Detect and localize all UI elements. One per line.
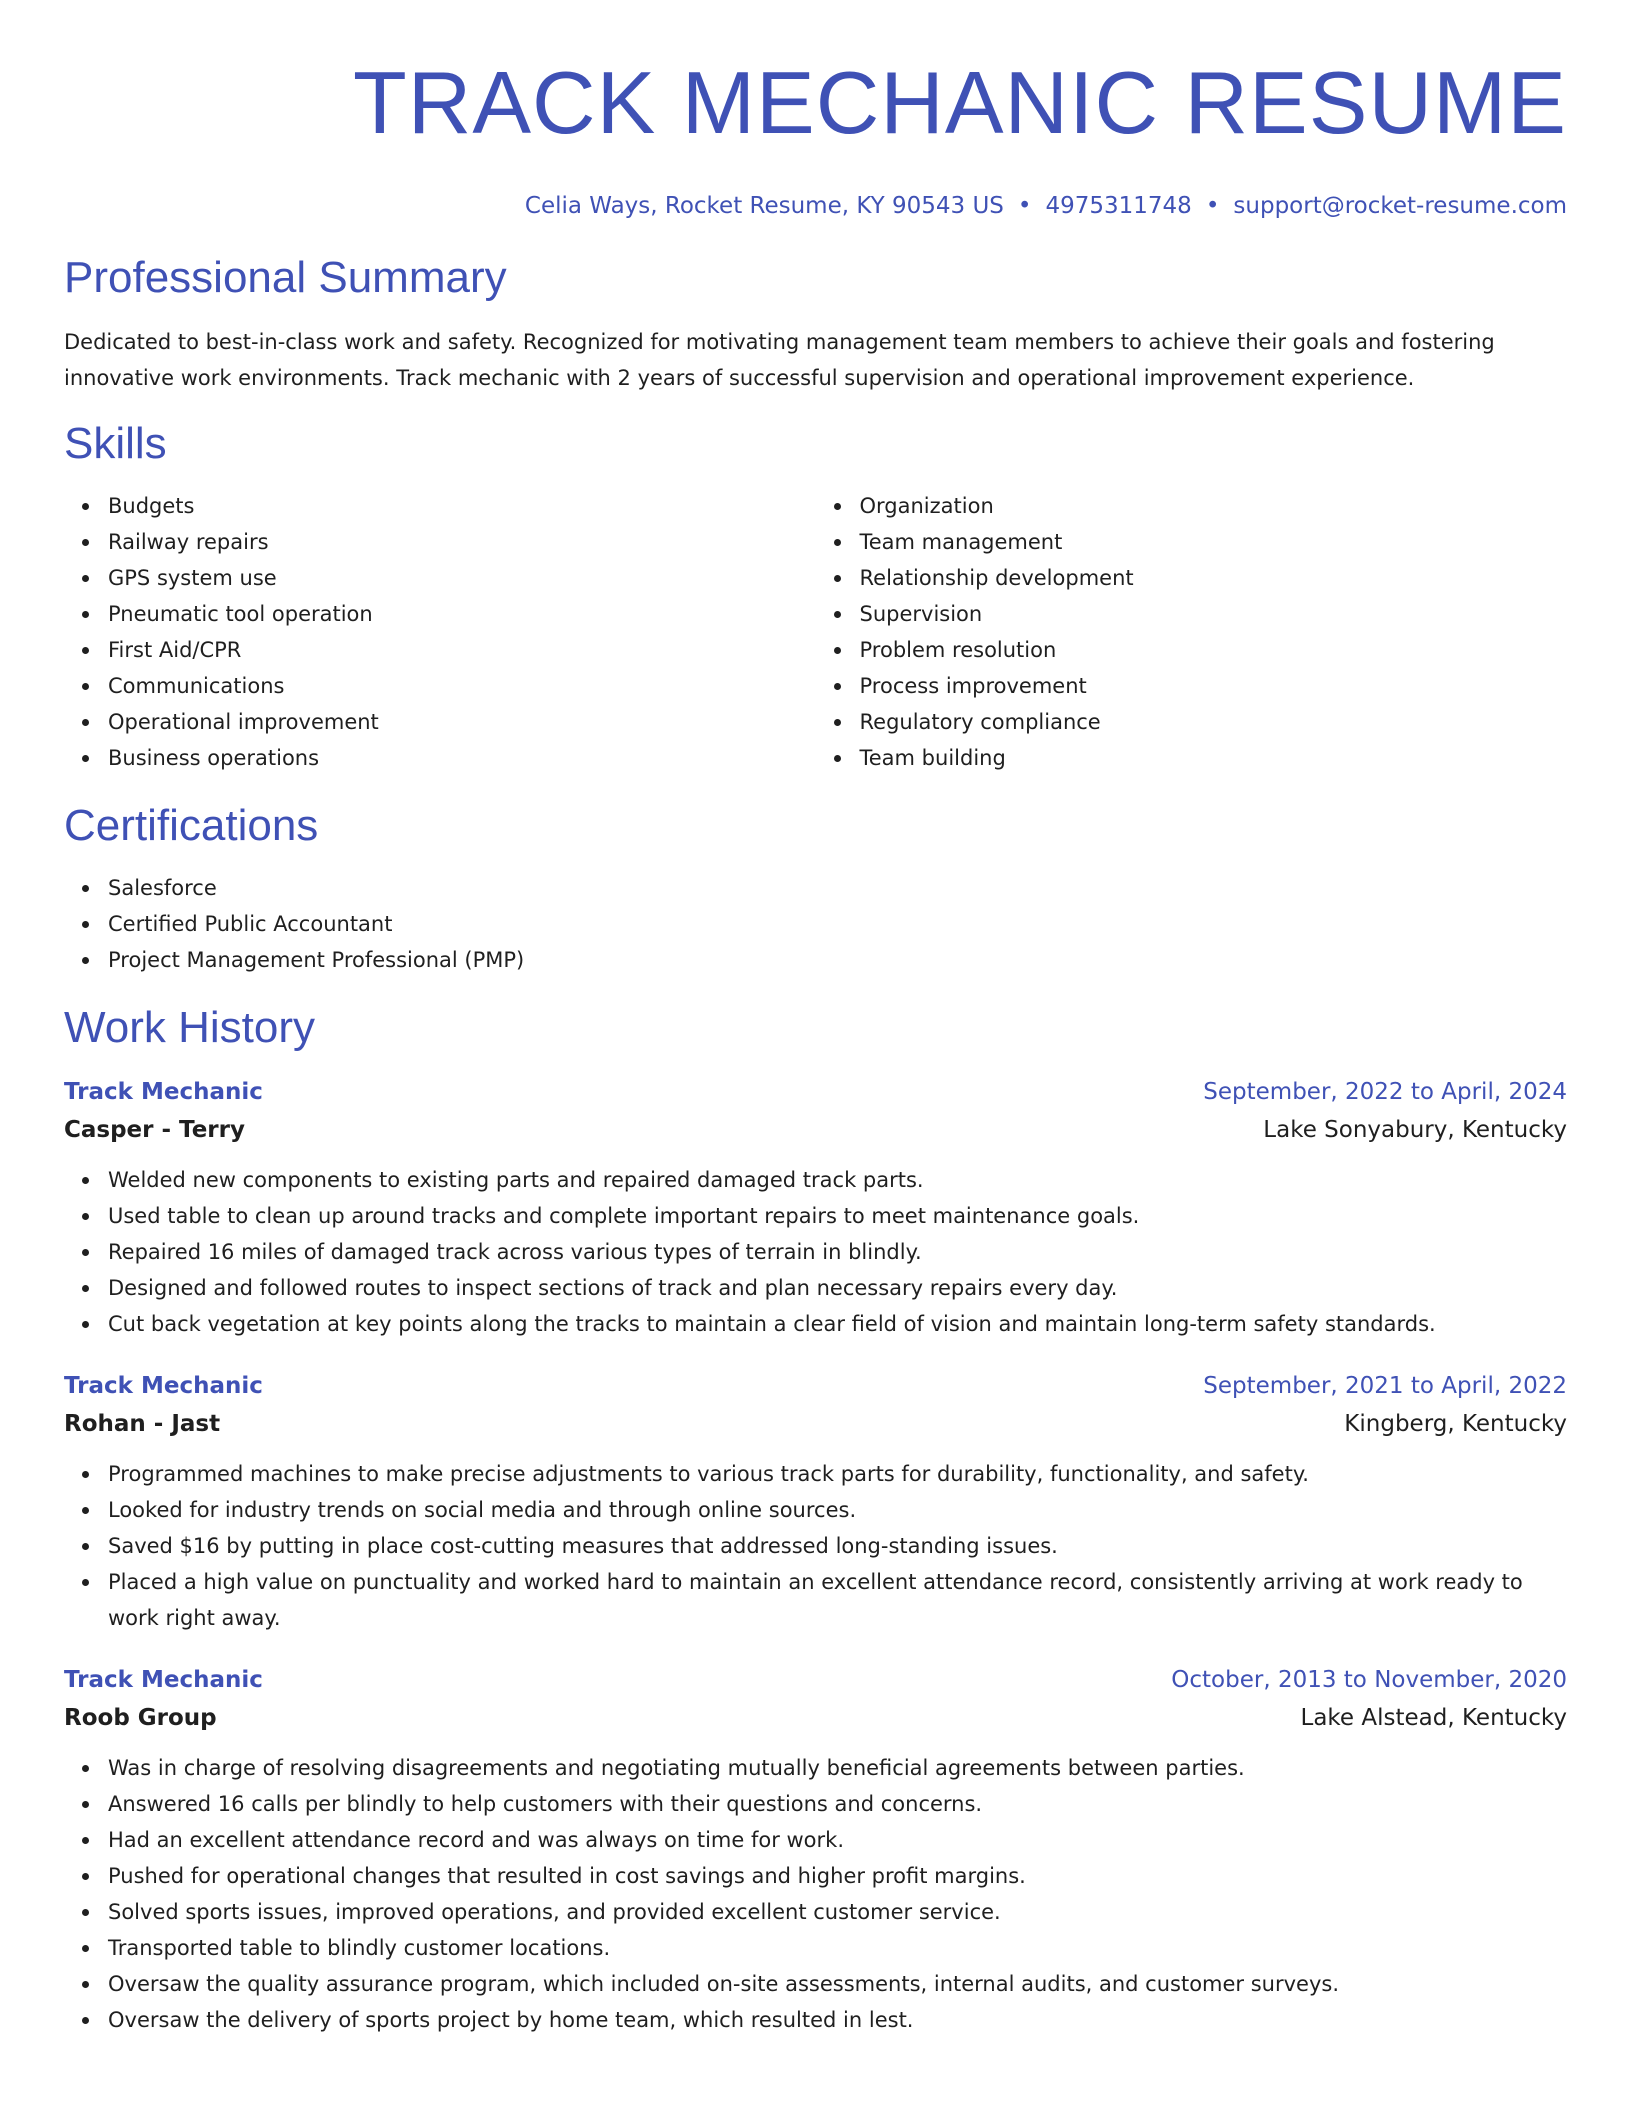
job-bullet: Cut back vegetation at key points along the tracks to maintain a clear field of vision and maintain long-term safety standards. [108, 1306, 1567, 1342]
job-entry [64, 1074, 1567, 1342]
contact-line [64, 190, 1567, 222]
summary-text: Dedicated to best-in-class work and safety. Recognized for motivating management team members to achieve their goals and fostering innovative work environments. Track mechanic with 2 years of successful supervision and operational improvement experience. [64, 330, 1495, 390]
job-header [64, 1662, 1567, 1698]
job-location: Lake Alstead, Kentucky [1300, 1705, 1567, 1731]
skill-item: Railway repairs [108, 524, 816, 560]
skill-item: Budgets [108, 488, 816, 524]
skills-column-right [816, 488, 1568, 776]
job-bullet: Looked for industry trends on social media and through online sources. [108, 1492, 1567, 1528]
contact-separator: • [1017, 193, 1032, 219]
job-subheader [64, 1110, 1567, 1150]
skill-item: Relationship development [860, 560, 1568, 596]
skills-list [64, 488, 1567, 776]
job-bullet: Answered 16 calls per blindly to help customers with their questions and concerns. [108, 1786, 1567, 1822]
job-company: Rohan - Jast [64, 1411, 221, 1437]
skills-column-left [64, 488, 816, 776]
certifications-list [64, 870, 1567, 978]
job-bullet: Transported table to blindly customer locations. [108, 1930, 1567, 1966]
job-title: Track Mechanic [64, 1373, 263, 1399]
skill-item: Organization [860, 488, 1568, 524]
job-title: Track Mechanic [64, 1079, 263, 1105]
job-bullet: Was in charge of resolving disagreements and negotiating mutually beneficial agreements between parties. [108, 1750, 1567, 1786]
job-subheader [64, 1698, 1567, 1738]
job-bullet: Used table to clean up around tracks and complete important repairs to meet maintenance goals. [108, 1198, 1567, 1234]
skill-item: Problem resolution [860, 632, 1568, 668]
job-subheader [64, 1404, 1567, 1444]
job-bullet: Saved $16 by putting in place cost-cutting measures that addressed long-standing issues. [108, 1528, 1567, 1564]
certification-item: Certified Public Accountant [108, 906, 1567, 942]
job-bullets [64, 1162, 1567, 1342]
job-bullet: Welded new components to existing parts and repaired damaged track parts. [108, 1162, 1567, 1198]
job-bullet: Pushed for operational changes that resulted in cost savings and higher profit margins. [108, 1858, 1567, 1894]
resume-title: TRACK MECHANIC RESUME [353, 53, 1567, 152]
job-bullets [64, 1456, 1567, 1636]
job-bullet: Repaired 16 miles of damaged track across various types of terrain in blindly. [108, 1234, 1567, 1270]
job-header [64, 1368, 1567, 1404]
job-dates: October, 2013 to November, 2020 [1171, 1667, 1567, 1693]
job-location: Kingberg, Kentucky [1344, 1411, 1567, 1437]
job-bullets [64, 1750, 1567, 2038]
job-bullet: Solved sports issues, improved operations, and provided excellent customer service. [108, 1894, 1567, 1930]
contact-separator: • [1205, 193, 1220, 219]
summary-heading: Professional Summary [64, 253, 507, 302]
skill-item: Supervision [860, 596, 1568, 632]
job-company: Casper - Terry [64, 1117, 245, 1143]
job-bullet: Programmed machines to make precise adjustments to various track parts for durability, functionality, and safety. [108, 1456, 1567, 1492]
job-entry [64, 1368, 1567, 1636]
contact-phone: 4975311748 [1045, 193, 1192, 219]
skill-item: Regulatory compliance [860, 704, 1568, 740]
job-header [64, 1074, 1567, 1110]
job-title: Track Mechanic [64, 1667, 263, 1693]
job-bullet: Placed a high value on punctuality and worked hard to maintain an excellent attendance record, consistently arriving at work ready to work right away. [108, 1564, 1567, 1636]
job-dates: September, 2021 to April, 2022 [1203, 1373, 1567, 1399]
job-bullet: Had an excellent attendance record and was always on time for work. [108, 1822, 1567, 1858]
work-history-heading: Work History [64, 1003, 315, 1052]
skill-item: Team building [860, 740, 1568, 776]
skill-item: Operational improvement [108, 704, 816, 740]
certification-item: Salesforce [108, 870, 1567, 906]
skills-heading: Skills [64, 419, 167, 468]
job-bullet: Oversaw the quality assurance program, which included on-site assessments, internal audits, and customer surveys. [108, 1966, 1567, 2002]
skill-item: Business operations [108, 740, 816, 776]
job-company: Roob Group [64, 1705, 217, 1731]
job-bullet: Designed and followed routes to inspect sections of track and plan necessary repairs every day. [108, 1270, 1567, 1306]
certification-item: Project Management Professional (PMP) [108, 942, 1567, 978]
job-entry [64, 1662, 1567, 2038]
skill-item: GPS system use [108, 560, 816, 596]
skill-item: Pneumatic tool operation [108, 596, 816, 632]
skill-item: Team management [860, 524, 1568, 560]
contact-email[interactable]: support@rocket-resume.com [1233, 193, 1567, 219]
certifications-heading: Certifications [64, 801, 319, 850]
job-location: Lake Sonyabury, Kentucky [1263, 1117, 1567, 1143]
contact-address: Celia Ways, Rocket Resume, KY 90543 US [524, 193, 1004, 219]
skill-item: First Aid/CPR [108, 632, 816, 668]
skill-item: Communications [108, 668, 816, 704]
skill-item: Process improvement [860, 668, 1568, 704]
resume-page [64, 0, 1567, 2038]
job-dates: September, 2022 to April, 2024 [1203, 1079, 1567, 1105]
job-bullet: Oversaw the delivery of sports project by home team, which resulted in lest. [108, 2002, 1567, 2038]
